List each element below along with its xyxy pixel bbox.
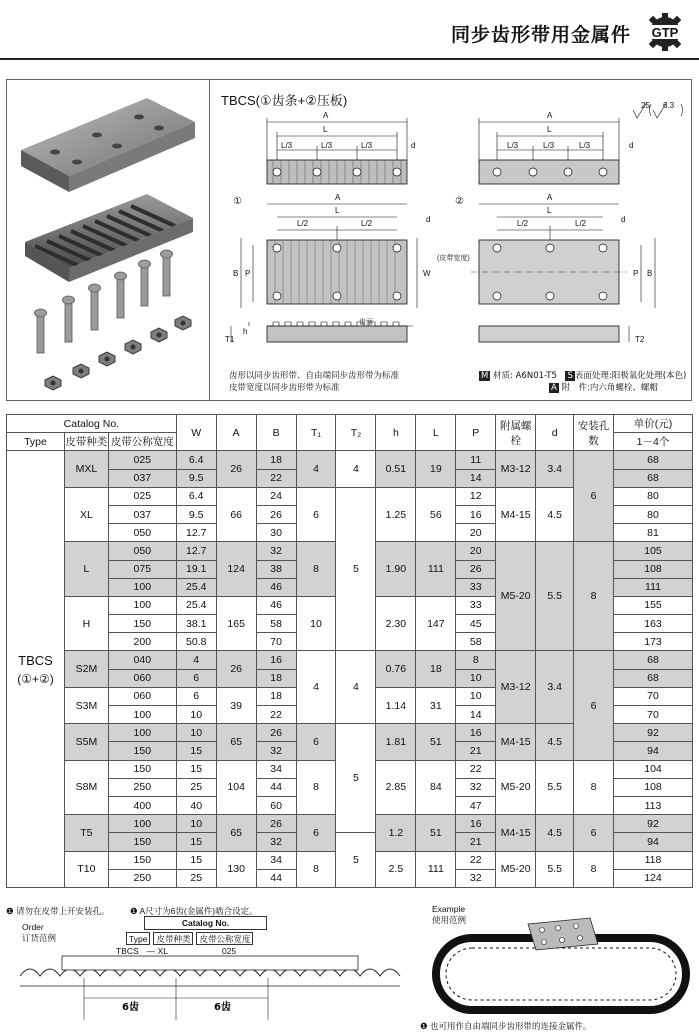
w-cell: 10 (176, 724, 216, 742)
w-cell: 15 (176, 833, 216, 851)
dim-A-4: A (547, 193, 553, 202)
header-L: L (416, 415, 456, 451)
t1-cell: 6 (296, 724, 336, 760)
belt-width-cell: 150 (108, 615, 176, 633)
p-cell: 20 (456, 542, 496, 560)
d-cell: 5.5 (536, 760, 574, 815)
header-T1: T₁ (296, 415, 336, 451)
dim-L3-1a: L/3 (281, 141, 293, 150)
h-cell: 1.25 (376, 487, 416, 542)
b-cell: 26 (256, 815, 296, 833)
t1-cell: 6 (296, 487, 336, 542)
t1-cell: 4 (296, 451, 336, 487)
roughness-b: 6.3 (663, 101, 675, 110)
circle-1: ① (233, 196, 242, 207)
type-cell (7, 451, 65, 888)
price-cell: 68 (614, 669, 693, 687)
l-cell: 84 (416, 760, 456, 815)
price-cell: 94 (614, 742, 693, 760)
belt-width-cell: 100 (108, 706, 176, 724)
p-cell: 10 (456, 687, 496, 705)
belt-width-cell: 250 (108, 778, 176, 796)
type-name: TBCS (18, 652, 53, 668)
material-notes: M 材质: A6N01-T5 S 表面处理:阳极氧化处理(本色) A 附 件:内六角螺栓、螺帽 (481, 371, 687, 393)
b-cell: 18 (256, 687, 296, 705)
belt-width-cell: 150 (108, 760, 176, 778)
dim-d-1: d (411, 141, 416, 150)
dim-A-3: A (335, 193, 341, 202)
l-cell: 111 (416, 851, 456, 887)
price-cell: 94 (614, 833, 693, 851)
h-cell: 0.51 (376, 451, 416, 487)
b-cell: 26 (256, 505, 296, 523)
dim-L-1: L (323, 125, 328, 134)
price-cell: 68 (614, 651, 693, 669)
h-cell: 2.5 (376, 851, 416, 887)
page-header (0, 0, 699, 60)
belt-width-cell: 075 (108, 560, 176, 578)
belt-type-cell: S5M (64, 724, 108, 760)
order-example (116, 916, 267, 956)
holes-cell: 6 (574, 815, 614, 851)
belt-width-note: (皮带宽度) (437, 255, 470, 262)
header-catalog: Catalog No. (7, 415, 177, 433)
belt-width-cell: 250 (108, 869, 176, 887)
p-cell: 22 (456, 760, 496, 778)
t2-cell: 5 (336, 724, 376, 833)
b-cell: 44 (256, 778, 296, 796)
p-cell: 12 (456, 487, 496, 505)
belt-width-cell: 050 (108, 542, 176, 560)
w-cell: 6 (176, 669, 216, 687)
t2-cell: 4 (336, 451, 376, 487)
belt-width-cell: 400 (108, 796, 176, 814)
badge-s: S (567, 371, 573, 381)
order-catalog: Catalog No. (144, 916, 267, 930)
dim-L3-1b: L/3 (321, 141, 333, 150)
w-cell: 15 (176, 742, 216, 760)
dim-B-1: B (233, 269, 239, 278)
header-h: h (376, 415, 416, 451)
h-cell: 1.90 (376, 542, 416, 597)
belt-type-cell: L (64, 542, 108, 597)
h-cell: 2.85 (376, 760, 416, 815)
d-cell: 5.5 (536, 851, 574, 887)
dim-W: W (423, 269, 431, 278)
dim-B-2: B (647, 269, 653, 278)
d-cell: 4.5 (536, 487, 574, 542)
b-cell: 32 (256, 542, 296, 560)
p-cell: 33 (456, 578, 496, 596)
b-cell: 18 (256, 451, 296, 469)
w-cell: 12.7 (176, 524, 216, 542)
h-cell: 2.30 (376, 596, 416, 651)
bolt-cell: M3-12 (496, 451, 536, 487)
p-cell: 20 (456, 524, 496, 542)
header-belt-width: 皮带公称宽度 (108, 433, 176, 451)
price-cell: 70 (614, 706, 693, 724)
t1-cell: 6 (296, 815, 336, 851)
product-photo (7, 80, 210, 400)
w-cell: 19.1 (176, 560, 216, 578)
price-cell: 111 (614, 578, 693, 596)
belt-teeth-diagram (20, 954, 410, 1024)
p-cell: 26 (456, 560, 496, 578)
p-cell: 21 (456, 742, 496, 760)
price-cell: 70 (614, 687, 693, 705)
belt-type-cell: S2M (64, 651, 108, 687)
header-type: Type (7, 433, 65, 451)
t1-cell: 8 (296, 851, 336, 887)
b-cell: 46 (256, 596, 296, 614)
b-cell: 22 (256, 706, 296, 724)
w-cell: 9.5 (176, 505, 216, 523)
belt-width-cell: 040 (108, 651, 176, 669)
bolt-cell: M5-20 (496, 760, 536, 815)
p-cell: 45 (456, 615, 496, 633)
p-cell: 11 (456, 451, 496, 469)
b-cell: 32 (256, 833, 296, 851)
t2-cell: 4 (336, 651, 376, 724)
dim-A-2: A (547, 111, 553, 120)
l-cell: 56 (416, 487, 456, 542)
bolt-cell: M4-15 (496, 487, 536, 542)
order-ex-type: TBCS (116, 946, 139, 956)
footer-note-3: ❶ 也可用作自由端同步齿形带的连接金属件。 (420, 1021, 592, 1031)
table-row (7, 651, 693, 669)
price-cell: 173 (614, 633, 693, 651)
price-cell: 104 (614, 760, 693, 778)
belt-type-cell: S3M (64, 687, 108, 723)
header-d: d (536, 415, 574, 451)
header-T2: T₂ (336, 415, 376, 451)
dim-T1-1: T1 (225, 335, 235, 344)
header-holes: 安装孔数 (574, 415, 614, 451)
b-cell: 44 (256, 869, 296, 887)
badge-m: M (481, 371, 489, 381)
belt-width-cell: 150 (108, 742, 176, 760)
price-cell: 113 (614, 796, 693, 814)
spec-table (6, 414, 693, 888)
l-cell: 111 (416, 542, 456, 597)
b-cell: 22 (256, 469, 296, 487)
b-cell: 26 (256, 724, 296, 742)
belt-type-cell: MXL (64, 451, 108, 487)
t1-cell: 10 (296, 596, 336, 651)
logo-text: GTP (651, 25, 679, 40)
belt-width-cell: 060 (108, 687, 176, 705)
type-sub: (①+②) (17, 671, 54, 686)
belt-width-cell: 025 (108, 451, 176, 469)
technical-drawing (211, 80, 691, 400)
holes-cell: 8 (574, 851, 614, 887)
t2-cell: 5 (336, 833, 376, 888)
w-cell: 50.8 (176, 633, 216, 651)
drawing-notes: 齿形以同步齿形带、自由端同步齿形带为标准 皮带宽度以同步齿形带为标准 (229, 371, 400, 393)
price-cell: 155 (614, 596, 693, 614)
dim-P-2: P (633, 269, 639, 278)
holes-cell: 6 (574, 651, 614, 760)
w-cell: 10 (176, 815, 216, 833)
p-cell: 16 (456, 724, 496, 742)
belt-type-cell: T10 (64, 851, 108, 887)
p-cell: 16 (456, 505, 496, 523)
w-cell: 4 (176, 651, 216, 669)
t1-cell: 4 (296, 651, 336, 724)
w-cell: 6 (176, 687, 216, 705)
footer-note-2: ❶ A尺寸为6齿(金属件)啮合设定。 (130, 906, 258, 916)
plate-section (479, 326, 619, 342)
dim-A-1: A (323, 111, 329, 120)
belt-width-cell: 100 (108, 724, 176, 742)
price-cell: 118 (614, 851, 693, 869)
w-cell: 25 (176, 778, 216, 796)
order-ex-width: 025 (221, 946, 237, 956)
w-cell: 25.4 (176, 596, 216, 614)
dim-L2-3b: L/2 (361, 219, 373, 228)
gtp-logo (637, 12, 693, 52)
b-cell: 24 (256, 487, 296, 505)
w-cell: 15 (176, 851, 216, 869)
belt-width-cell: 037 (108, 469, 176, 487)
dim-L3-2a: L/3 (507, 141, 519, 150)
belt-width-cell: 050 (108, 524, 176, 542)
a-cell: 66 (216, 487, 256, 542)
b-cell: 30 (256, 524, 296, 542)
header-W: W (176, 415, 216, 451)
belt-width-cell: 100 (108, 596, 176, 614)
dim-L3-2c: L/3 (579, 141, 591, 150)
dim-L2-3a: L/2 (297, 219, 309, 228)
b-cell: 38 (256, 560, 296, 578)
belt-width-cell: 100 (108, 578, 176, 596)
b-cell: 34 (256, 760, 296, 778)
header-price-range: 1－4个 (614, 433, 693, 451)
p-cell: 32 (456, 869, 496, 887)
price-cell: 68 (614, 451, 693, 469)
d-cell: 4.5 (536, 724, 574, 760)
dim-h: h (243, 327, 248, 336)
b-cell: 16 (256, 651, 296, 669)
belt-loop-diagram (428, 916, 694, 1016)
badge-a: A (551, 383, 557, 393)
a-cell: 26 (216, 451, 256, 487)
a-cell: 26 (216, 651, 256, 687)
dim-L-4: L (547, 206, 552, 215)
figure-box (6, 79, 692, 401)
bolt-cell: M3-12 (496, 651, 536, 724)
table-row (7, 451, 693, 469)
a-cell: 165 (216, 596, 256, 651)
h-cell: 1.81 (376, 724, 416, 760)
dim-d-4: d (621, 215, 626, 224)
dim-L2-4b: L/2 (575, 219, 587, 228)
dim-T2: T2 (635, 335, 645, 344)
belt-type-cell: T5 (64, 815, 108, 851)
p-cell: 16 (456, 815, 496, 833)
belt-width-cell: 150 (108, 833, 176, 851)
dim-L3-2b: L/3 (543, 141, 555, 150)
w-cell: 38.1 (176, 615, 216, 633)
teeth-right: 6齿 (214, 1002, 231, 1013)
p-cell: 32 (456, 778, 496, 796)
w-cell: 10 (176, 706, 216, 724)
p-cell: 8 (456, 651, 496, 669)
t2-cell: 5 (336, 487, 376, 651)
t1-cell: 8 (296, 760, 336, 815)
dim-L2-4a: L/2 (517, 219, 529, 228)
dim-L3-1c: L/3 (361, 141, 373, 150)
a-cell: 124 (216, 542, 256, 597)
product-photo-drawing (7, 80, 210, 400)
l-cell: 18 (416, 651, 456, 687)
order-belt-type: 皮带种类 (153, 932, 193, 945)
w-cell: 9.5 (176, 469, 216, 487)
dim-L-2: L (547, 125, 552, 134)
belt-width-cell: 037 (108, 505, 176, 523)
price-cell: 108 (614, 778, 693, 796)
belt-type-cell: H (64, 596, 108, 651)
header-P: P (456, 415, 496, 451)
price-cell: 163 (614, 615, 693, 633)
belt-type-cell: S8M (64, 760, 108, 815)
price-cell: 124 (614, 869, 693, 887)
p-cell: 22 (456, 851, 496, 869)
holes-cell: 8 (574, 542, 614, 651)
b-cell: 60 (256, 796, 296, 814)
circle-2: ② (455, 196, 464, 207)
b-cell: 32 (256, 742, 296, 760)
header-belt-type: 皮带种类 (64, 433, 108, 451)
belt-width-cell: 025 (108, 487, 176, 505)
p-cell: 47 (456, 796, 496, 814)
w-cell: 6.4 (176, 487, 216, 505)
price-cell: 80 (614, 487, 693, 505)
example-label: Example 使用范例 (432, 904, 467, 925)
w-cell: 15 (176, 760, 216, 778)
d-cell: 3.4 (536, 451, 574, 487)
b-cell: 46 (256, 578, 296, 596)
header-A: A (216, 415, 256, 451)
bolt-cell: M5-20 (496, 851, 536, 887)
header-B: B (256, 415, 296, 451)
price-cell: 80 (614, 505, 693, 523)
price-cell: 92 (614, 815, 693, 833)
a-cell: 104 (216, 760, 256, 815)
order-type: Type (126, 932, 150, 945)
l-cell: 19 (416, 451, 456, 487)
belt-width-cell: 100 (108, 815, 176, 833)
header-rule (0, 58, 699, 60)
price-cell: 105 (614, 542, 693, 560)
h-cell: 1.14 (376, 687, 416, 723)
bolt-cell: M4-15 (496, 724, 536, 760)
h-cell: 0.76 (376, 651, 416, 687)
rack-section (267, 326, 407, 342)
a-cell: 130 (216, 851, 256, 887)
drawing-title: TBCS(①齿条+②压板) (221, 93, 348, 108)
header-price: 单价(元) (614, 415, 693, 433)
teeth-left: 6齿 (122, 1002, 139, 1013)
price-cell: 68 (614, 469, 693, 487)
belt-type-cell: XL (64, 487, 108, 542)
b-cell: 70 (256, 633, 296, 651)
l-cell: 147 (416, 596, 456, 651)
bolt-cell: M5-20 (496, 542, 536, 651)
a-cell: 65 (216, 815, 256, 851)
header-bolt: 附属螺栓 (496, 415, 536, 451)
page-title: 同步齿形带用金属件 (450, 24, 631, 46)
d-cell: 5.5 (536, 542, 574, 651)
belt-width-cell: 200 (108, 633, 176, 651)
dimension-drawing (211, 80, 691, 400)
p-cell: 14 (456, 469, 496, 487)
order-ex-belt: — XL (146, 946, 168, 956)
l-cell: 51 (416, 724, 456, 760)
belt-width-cell: 150 (108, 851, 176, 869)
bolt-cell: M4-15 (496, 815, 536, 851)
belt-width-cell: 060 (108, 669, 176, 687)
dim-d-2: d (629, 141, 634, 150)
order-belt-width: 皮带公称宽度 (196, 932, 253, 945)
w-cell: 25.4 (176, 578, 216, 596)
tooth-face: 齿面 (359, 319, 373, 326)
dim-P-1: P (245, 269, 251, 278)
order-label: Order 订货范例 (22, 922, 57, 943)
l-cell: 51 (416, 815, 456, 851)
dim-L-3: L (335, 206, 340, 215)
a-cell: 39 (216, 687, 256, 723)
holes-cell: 6 (574, 451, 614, 542)
footer-note-1: ❶ 请勿在皮带上开安装孔。 (6, 906, 110, 916)
price-cell: 108 (614, 560, 693, 578)
b-cell: 58 (256, 615, 296, 633)
price-cell: 92 (614, 724, 693, 742)
price-cell: 81 (614, 524, 693, 542)
w-cell: 40 (176, 796, 216, 814)
h-cell: 1.2 (376, 815, 416, 851)
l-cell: 31 (416, 687, 456, 723)
holes-cell: 8 (574, 760, 614, 815)
b-cell: 34 (256, 851, 296, 869)
w-cell: 12.7 (176, 542, 216, 560)
w-cell: 6.4 (176, 451, 216, 469)
roughness-a: 25 (641, 101, 650, 110)
p-cell: 21 (456, 833, 496, 851)
p-cell: 58 (456, 633, 496, 651)
p-cell: 33 (456, 596, 496, 614)
b-cell: 18 (256, 669, 296, 687)
dim-d-3: d (426, 215, 431, 224)
d-cell: 3.4 (536, 651, 574, 724)
d-cell: 4.5 (536, 815, 574, 851)
w-cell: 25 (176, 869, 216, 887)
p-cell: 10 (456, 669, 496, 687)
a-cell: 65 (216, 724, 256, 760)
p-cell: 14 (456, 706, 496, 724)
t1-cell: 8 (296, 542, 336, 597)
